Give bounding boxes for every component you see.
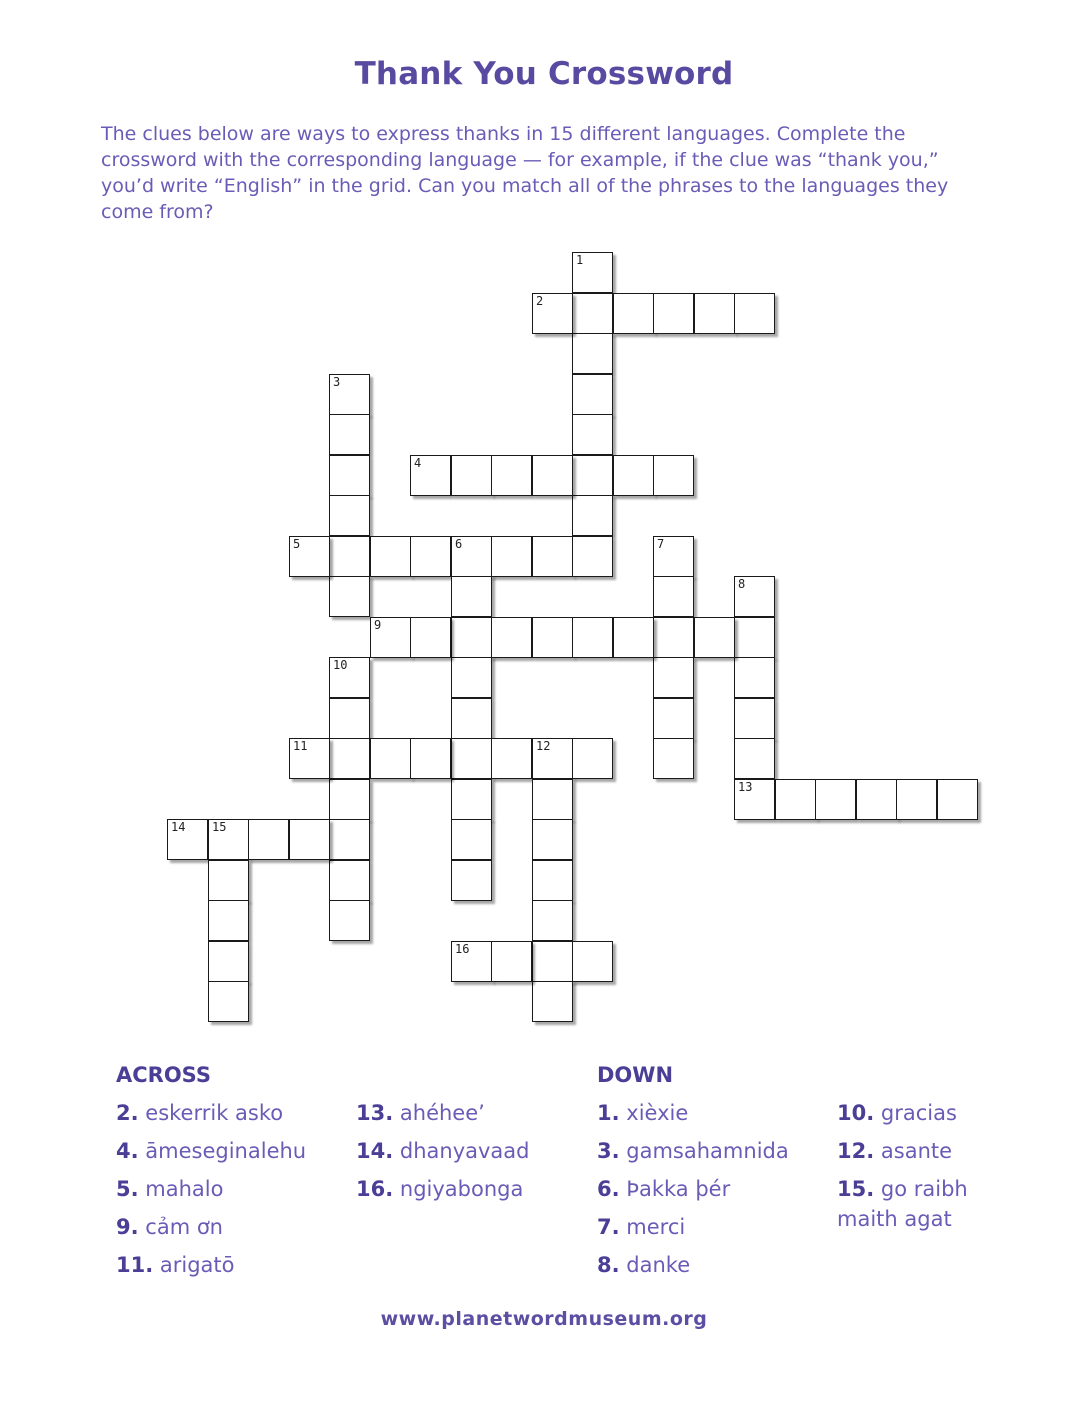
clue-down-12: 12. asante [837,1139,953,1163]
grid-cell[interactable] [248,819,289,860]
grid-cell[interactable] [329,536,370,577]
across-heading: ACROSS [116,1063,211,1087]
grid-cell[interactable] [734,738,775,779]
grid-cell[interactable] [572,374,613,415]
grid-cell[interactable] [167,819,208,860]
grid-cell[interactable] [896,779,937,820]
clue-down-15: 15. go raibh maith agat [837,1177,968,1231]
grid-cell[interactable] [491,941,532,982]
grid-cell[interactable] [532,900,573,941]
grid-cell[interactable] [572,333,613,374]
clue-across-13: 13. ahéhee’ [356,1101,485,1125]
clue-down-3: 3. gamsahamnida [597,1139,789,1163]
grid-cell[interactable] [572,617,613,658]
clue-down-1: 1. xièxie [597,1101,689,1125]
grid-cell[interactable] [451,536,492,577]
grid-cell[interactable] [451,860,492,901]
grid-cell[interactable] [572,738,613,779]
clue-down-6: 6. Þakka þér [597,1177,731,1201]
grid-cell[interactable] [694,617,735,658]
grid-cell[interactable] [734,617,775,658]
cell-number: 11 [293,739,308,753]
cell-number: 14 [171,820,186,834]
grid-cell[interactable] [329,698,370,739]
grid-cell[interactable] [613,293,654,334]
clue-down-10: 10. gracias [837,1101,957,1125]
clue-across-11: 11. arigatō [116,1253,235,1277]
footer-url[interactable]: www.planetwordmuseum.org [380,1308,708,1330]
grid-cell[interactable] [613,455,654,496]
cell-number: 4 [414,456,422,470]
grid-cell[interactable] [208,941,249,982]
intro-paragraph: The clues below are ways to express thanks in 15 different languages. Complete the crossword with the corresponding language — for example, if the clue was “thank you,” you’d write “English” in the grid. Can you match all of the phrases to the languages they come from? [101,123,949,223]
grid-cell[interactable] [329,779,370,820]
grid-cell[interactable] [532,860,573,901]
grid-cell[interactable] [613,617,654,658]
cell-number: 6 [455,537,463,551]
grid-cell[interactable] [329,860,370,901]
grid-cell[interactable] [653,576,694,617]
grid-cell[interactable] [451,455,492,496]
grid-cell[interactable] [532,617,573,658]
grid-cell[interactable] [734,779,775,820]
grid-cell[interactable] [815,779,856,820]
down-heading: DOWN [597,1063,674,1087]
grid-cell[interactable] [694,293,735,334]
grid-cell[interactable] [451,576,492,617]
cell-number: 3 [333,375,341,389]
grid-cell[interactable] [532,738,573,779]
grid-cell[interactable] [532,819,573,860]
grid-cell[interactable] [329,414,370,455]
grid-cell[interactable] [734,293,775,334]
grid-cell[interactable] [572,293,613,334]
grid-cell[interactable] [532,981,573,1022]
grid-cell[interactable] [937,779,978,820]
clue-down-8: 8. danke [597,1253,691,1277]
clue-down-7: 7. merci [597,1215,686,1239]
clue-across-14: 14. dhanyavaad [356,1139,530,1163]
grid-cell[interactable] [491,738,532,779]
grid-cell[interactable] [734,657,775,698]
grid-cell[interactable] [775,779,816,820]
grid-cell[interactable] [856,779,897,820]
clue-across-16: 16. ngiyabonga [356,1177,524,1201]
grid-cell[interactable] [451,698,492,739]
grid-cell[interactable] [329,657,370,698]
grid-cell[interactable] [532,779,573,820]
grid-cell[interactable] [329,900,370,941]
grid-cell[interactable] [532,941,573,982]
grid-cell[interactable] [532,536,573,577]
grid-cell[interactable] [329,576,370,617]
grid-cell[interactable] [370,536,411,577]
grid-cell[interactable] [491,455,532,496]
cell-number: 1 [576,253,584,267]
grid-cell[interactable] [653,657,694,698]
grid-cell[interactable] [370,617,411,658]
cell-number: 9 [374,618,382,632]
grid-cell[interactable] [653,617,694,658]
grid-cell[interactable] [410,617,451,658]
grid-cell[interactable] [289,738,330,779]
grid-cell[interactable] [532,455,573,496]
grid-cell[interactable] [653,455,694,496]
grid-cell[interactable] [653,698,694,739]
grid-cell[interactable] [329,738,370,779]
cell-number: 7 [657,537,665,551]
grid-cell[interactable] [653,536,694,577]
cell-number: 12 [536,739,551,753]
grid-cell[interactable] [734,698,775,739]
grid-cell[interactable] [491,617,532,658]
clue-across-2: 2. eskerrik asko [116,1101,284,1125]
grid-cell[interactable] [329,455,370,496]
grid-cell[interactable] [451,779,492,820]
cell-number: 8 [738,577,746,591]
grid-cell[interactable] [451,738,492,779]
grid-cell[interactable] [572,941,613,982]
clue-across-5: 5. mahalo [116,1177,224,1201]
grid-cell[interactable] [653,738,694,779]
grid-cell[interactable] [572,455,613,496]
grid-cell[interactable] [734,576,775,617]
page-title: Thank You Crossword [354,56,734,92]
grid-cell[interactable] [572,536,613,577]
grid-cell[interactable] [572,495,613,536]
grid-cell[interactable] [208,860,249,901]
grid-cell[interactable] [208,900,249,941]
grid-cell[interactable] [289,819,330,860]
grid-cell[interactable] [451,617,492,658]
grid-cell[interactable] [208,819,249,860]
grid-cell[interactable] [370,738,411,779]
grid-cell[interactable] [329,819,370,860]
cell-number: 13 [738,780,753,794]
grid-cell[interactable] [491,536,532,577]
grid-cell[interactable] [410,455,451,496]
grid-cell[interactable] [451,657,492,698]
clue-across-4: 4. āmeseginalehu [116,1139,307,1163]
grid-cell[interactable] [451,941,492,982]
cell-number: 10 [333,658,348,672]
grid-cell[interactable] [289,536,330,577]
grid-cell[interactable] [572,414,613,455]
grid-cell[interactable] [329,374,370,415]
cell-number: 2 [536,294,544,308]
grid-cell[interactable] [410,536,451,577]
cell-number: 16 [455,942,470,956]
cell-number: 5 [293,537,301,551]
grid-cell[interactable] [329,495,370,536]
grid-cell[interactable] [208,981,249,1022]
cell-number: 15 [212,820,227,834]
clue-across-9: 9. cảm ơn [116,1215,223,1239]
grid-cell[interactable] [451,819,492,860]
grid-cell[interactable] [410,738,451,779]
grid-cell[interactable] [532,293,573,334]
grid-cell[interactable] [653,293,694,334]
grid-cell[interactable] [572,252,613,293]
